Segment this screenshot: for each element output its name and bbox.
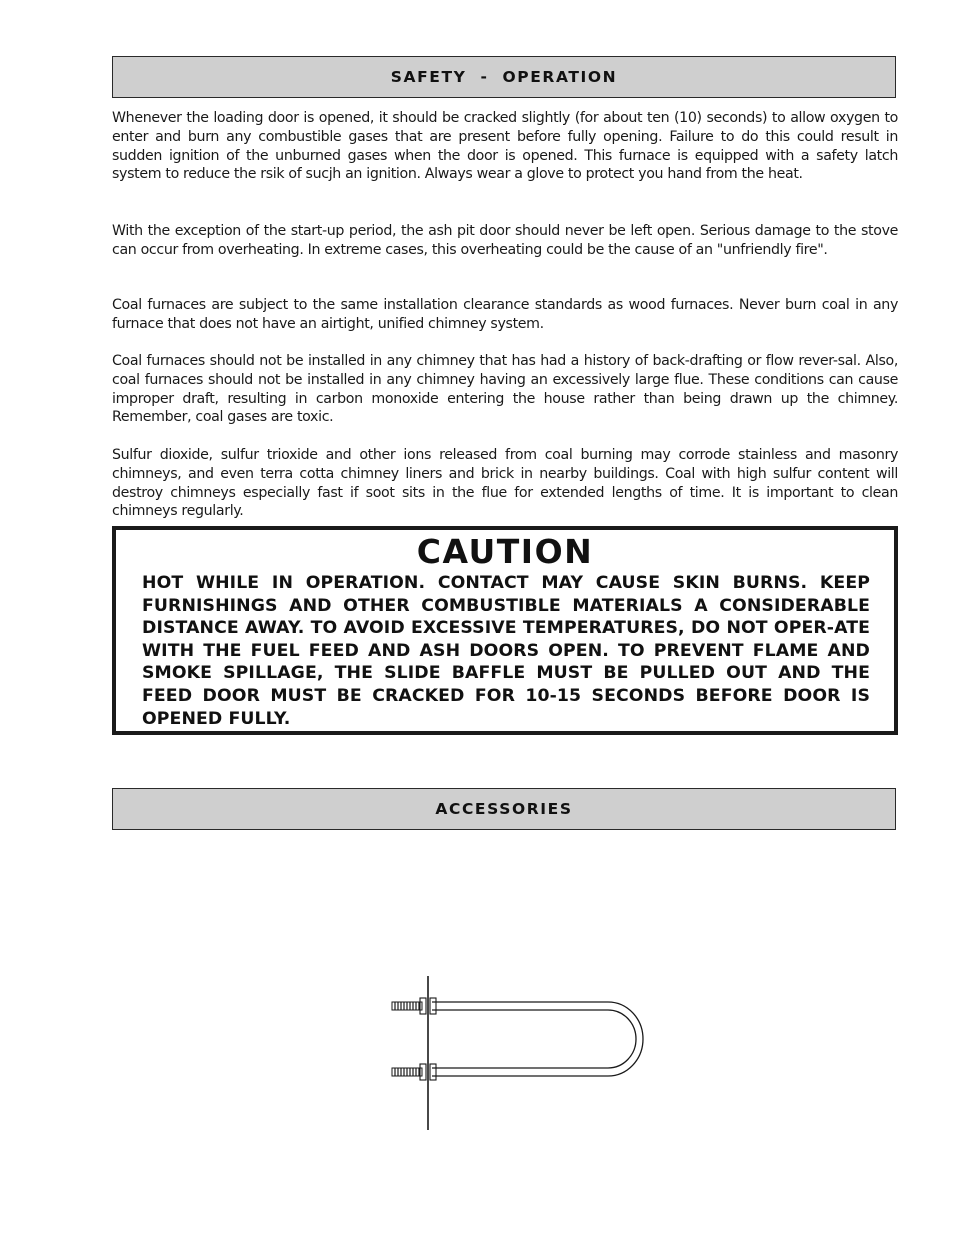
caution-title: CAUTION bbox=[416, 532, 594, 571]
safety-operation-heading: SAFETY - OPERATION bbox=[390, 68, 618, 86]
caution-box bbox=[112, 526, 898, 735]
safety-operation-header bbox=[112, 56, 896, 98]
safety-paragraph-3: Coal furnaces are subject to the same installation clearance standards as wood furnaces. Never burn coal in any furnace that does not have an airtight, unified chimney system. bbox=[112, 297, 898, 332]
safety-paragraph-4: Coal furnaces should not be installed in any chimney that has had a history of back-drafting or flow rever-sal. Also, coal furnaces should not be installed in any chimney having an excessively large flue. These conditions can cause improper draft, resulting in carbon monoxide entering the house rather than being drawn up the chimney. Remember, coal gases are toxic. bbox=[112, 353, 898, 426]
safety-paragraph-2: With the exception of the start-up period, the ash pit door should never be left open. Serious damage to the stove can occur from overheating. In extreme cases, this overheating could be the cause of an "unfriendly fire". bbox=[112, 223, 898, 258]
accessories-heading: ACCESSORIES bbox=[435, 800, 573, 818]
accessories-header bbox=[112, 788, 896, 830]
u-bolt-illustration-icon bbox=[380, 970, 655, 1135]
safety-paragraph-5: Sulfur dioxide, sulfur trioxide and other ions released from coal burning may corrode stainless and masonry chimneys, and even terra cotta chimney liners and brick in nearby buildings. Coal with high sulfur content will destroy chimneys especially fast if soot sits in the flue for extended lengths of time. It is important to clean chimneys regularly. bbox=[112, 447, 898, 520]
safety-paragraph-1: Whenever the loading door is opened, it should be cracked slightly (for about ten (10) seconds) to allow oxygen to enter and burn any combustible gases that are present before fully opening. Failure to do this could result in sudden ignition of the unburned gases when the door is opened. This furnace is equipped with a safety latch system to reduce the rsik of sucjh an ignition. Always wear a glove to protect you hand from the heat. bbox=[112, 110, 898, 183]
caution-text: HOT WHILE IN OPERATION. CONTACT MAY CAUSE SKIN BURNS. KEEP FURNISHINGS AND OTHER COMBUSTIBLE MATERIALS A CONSIDERABLE DISTANCE AWAY. TO AVOID EXCESSIVE TEMPERATURES, DO NOT OPER-ATE WITH THE FUEL FEED AND ASH DOORS OPEN. TO PREVENT FLAME AND SMOKE SPILLAGE, THE SLIDE BAFFLE MUST BE PULLED OUT AND THE FEED DOOR MUST BE CRACKED FOR 10-15 SECONDS BEFORE DOOR IS OPENED FULLY. bbox=[142, 573, 870, 729]
